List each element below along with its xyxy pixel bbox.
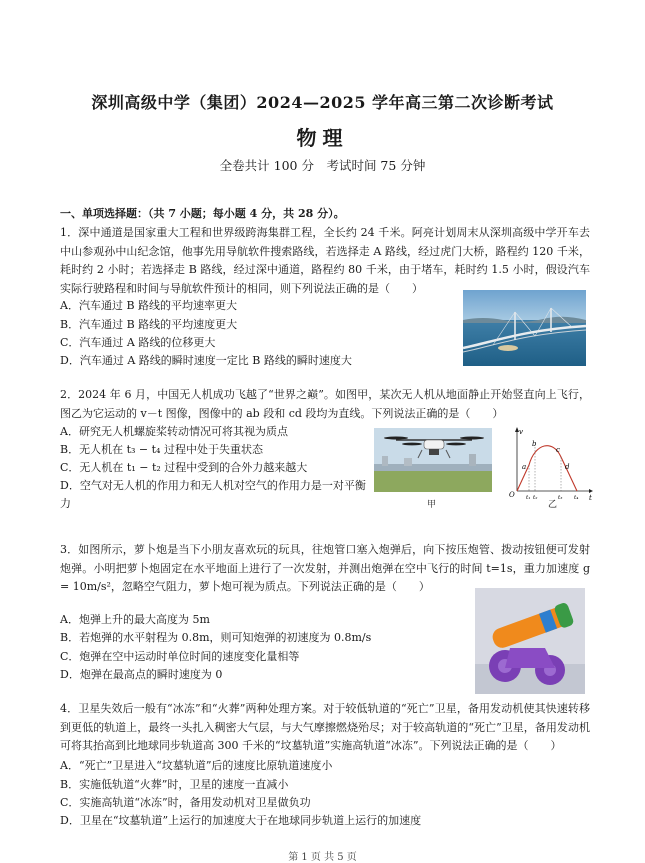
graph-point-b: b (532, 440, 537, 448)
graph-v-label: v (519, 428, 523, 436)
subject-title: 物理 (296, 126, 349, 150)
graph-point-c: c (556, 446, 560, 454)
question-3-stem: 3．如图所示，萝卜炮是当下小朋友喜欢玩的玩具，往炮管口塞入炮弹后，向下按压炮管、拨动按钮便可发射炮弹。小明把萝卜炮固定在水平地面上进行了一次发射，并测出炮弹在空中飞行的时间 t=1s，重力加速度 g = 10m/s²，忽略空气阻力，萝卜炮可视为质点。下列说法正确的是（ ） (60, 543, 590, 593)
graph-point-d: d (565, 463, 570, 471)
question-3-option-c: C．炮弹在空中运动时单位时间的速度变化量相等 (60, 650, 300, 663)
graph-point-a: a (522, 463, 527, 471)
question-1-option-c: C．汽车通过 A 路线的位移更大 (60, 336, 216, 349)
figure-caption-jia: 甲 (427, 500, 437, 510)
graph-t3: t₃ (558, 495, 563, 501)
question-4-option-b: B．实施低轨道“火葬”时，卫星的速度一直减小 (60, 778, 289, 791)
exam-title: 深圳高级中学（集团）2024—2025 学年高三第二次诊断考试 (91, 93, 554, 112)
question-4-option-d: D．卫星在“坟墓轨道”上运行的加速度大于在地球同步轨道上运行的加速度 (60, 814, 422, 827)
question-1-option-d: D．汽车通过 A 路线的瞬时速度一定比 B 路线的瞬时速度大 (60, 354, 352, 367)
question-2-option-b: B．无人机在 t₃ − t₄ 过程中处于失重状态 (60, 443, 263, 456)
question-3-option-d: D．炮弹在最高点的瞬时速度为 0 (60, 668, 223, 681)
question-1-option-a: A．汽车通过 B 路线的平均速率更大 (60, 299, 238, 312)
graph-origin-label: O (509, 491, 515, 499)
question-2-stem: 2．2024 年 6 月，中国无人机成功飞越了“世界之巅”。如图甲，某次无人机从地面静止开始竖直向上飞行，图乙为它运动的 v－t 图像，图像中的 ab 段和 cd 段均为直线。下列说法正确的是（ ） (60, 388, 590, 420)
question-2-option-a: A．研究无人机螺旋桨转动情况可将其视为质点 (60, 425, 288, 438)
question-1-option-b: B．汽车通过 B 路线的平均速度更大 (60, 318, 238, 331)
question-2-option-c: C．无人机在 t₁ − t₂ 过程中受到的合外力越来越大 (60, 461, 308, 474)
question-4-option-a: A．“死亡”卫星进入“坟墓轨道”后的速度比原轨道速度小 (60, 759, 333, 772)
question-1-stem: 1．深中通道是国家重大工程和世界级跨海集群工程，全长约 24 千米。阿亮计划周末从深圳高级中学开车去中山参观孙中山纪念馆，他事先用导航软件搜索路线，若选择走 A 路线，经过虎门大桥，路程约 120 千米，耗时约 2 小时；若选择走 B 路线，经过深中通道，路程约 80 千米，由于堵车，耗时约 1.5 小时，假设汽车实际行驶路程和时间与导航软件预计的相同，则下列说法正确的是（ ） (60, 226, 590, 295)
question-3-option-a: A．炮弹上升的最大高度为 5m (60, 613, 210, 626)
bridge-photo (463, 290, 586, 366)
graph-t1: t₁ (526, 495, 531, 501)
page-footer: 第 1 页 共 5 页 (288, 852, 357, 863)
radish-cannon-photo (475, 588, 585, 694)
question-2-option-d: D．空气对无人机的作用力和无人机对空气的作用力是一对平衡力 (60, 479, 366, 511)
graph-t2: t₂ (533, 495, 538, 501)
figure-caption-yi: 乙 (548, 500, 558, 510)
graph-t4: t₄ (574, 495, 579, 501)
question-4-option-c: C．实施高轨道“冰冻”时，备用发动机对卫星做负功 (60, 796, 311, 809)
drone-photo (374, 428, 492, 492)
section-heading: 一、单项选择题：（共 7 小题；每小题 4 分，共 28 分）。 (60, 207, 345, 220)
graph-t-label: t (589, 494, 592, 502)
question-4-stem: 4．卫星失效后一般有“冰冻”和“火葬”两种处理方案。对于较低轨道的“死亡”卫星，备用发动机使其快速转移到更低的轨道上，最终一头扎入稠密大气层，与大气摩擦燃烧殆尽；对于较高轨道的“死亡”卫星，备用发动机可将其抬高到比地球同步轨道高 300 千米的“坟墓轨道”实施高轨道“冰冻”。下列说法正确的是（ ） (60, 702, 590, 752)
exam-info: 全卷共计 100 分 考试时间 75 分钟 (219, 158, 426, 173)
question-3-option-b: B．若炮弹的水平射程为 0.8m，则可知炮弹的初速度为 0.8m/s (60, 631, 372, 644)
